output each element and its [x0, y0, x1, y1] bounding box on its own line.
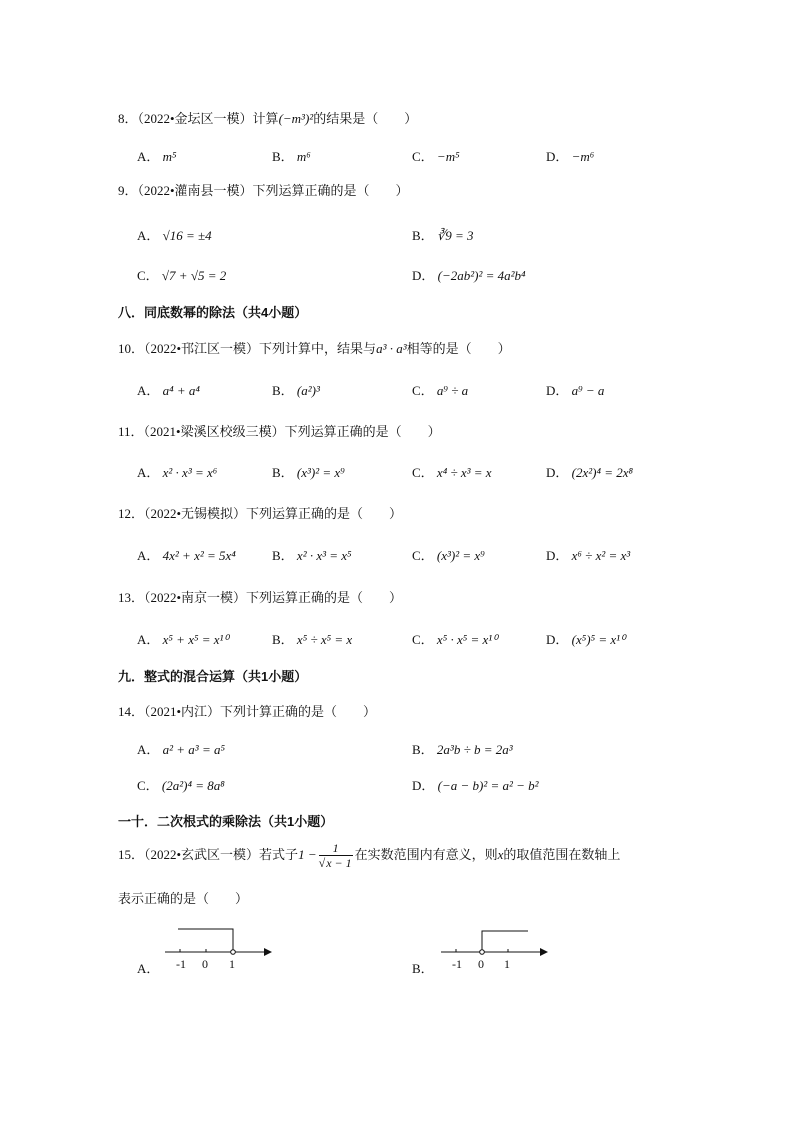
option-value: x⁵ + x⁵ = x¹⁰: [162, 632, 229, 647]
option-label: B．: [272, 465, 294, 480]
q15-var: x: [497, 847, 504, 862]
option-label: B．: [272, 632, 294, 647]
option-value: x² · x³ = x⁶: [162, 465, 218, 480]
q10-stem-pre: 10．（2022•邗江区一模）下列计算中，结果与: [118, 341, 377, 356]
q14-stem: 14．（2021•内江）下列计算正确的是（ ）: [118, 704, 377, 719]
option-value: a² + a³ = a⁵: [162, 742, 225, 757]
q13-option-b[interactable]: [272, 629, 352, 648]
q11-option-c[interactable]: [412, 462, 492, 481]
option-value: a⁹ − a: [571, 383, 605, 398]
q13-option-c[interactable]: [412, 629, 497, 648]
section-heading-8: 八．同底数幂的除法（共4小题）: [118, 305, 308, 320]
option-value: −m⁶: [571, 149, 595, 164]
option-label: B．: [272, 548, 294, 563]
q12-option-d[interactable]: [546, 545, 630, 564]
option-label: B．: [272, 383, 294, 398]
option-value: 4x² + x² = 5x⁴: [162, 548, 236, 563]
option-value: 2a³b ÷ b = 2a³: [436, 742, 513, 757]
q10-option-d[interactable]: [546, 380, 604, 399]
q8-option-b[interactable]: [272, 146, 311, 165]
option-label: D．: [546, 383, 569, 398]
option-value: ∛9 = 3: [436, 228, 474, 243]
option-value: a⁹ ÷ a: [436, 383, 469, 398]
option-label: D．: [546, 632, 569, 647]
q10-option-a[interactable]: [137, 380, 200, 399]
open-point: [480, 950, 485, 955]
option-value: (x³)² = x⁹: [296, 465, 345, 480]
q10-stem-post: 相等的是（ ）: [406, 341, 511, 356]
option-label: C．: [412, 149, 434, 164]
q15-option-a-label[interactable]: A．: [137, 961, 160, 976]
tick-label: -1: [176, 957, 186, 971]
q8-option-a[interactable]: [137, 146, 177, 165]
option-label: A．: [137, 548, 160, 563]
option-value: a⁴ + a⁴: [162, 383, 200, 398]
option-label: C．: [412, 548, 434, 563]
option-value: (x⁵)⁵ = x¹⁰: [571, 632, 626, 647]
q10-option-b[interactable]: [272, 380, 320, 399]
q14-option-b[interactable]: [412, 739, 513, 758]
option-value: x⁵ ÷ x⁵ = x: [296, 632, 353, 647]
q11-stem: 11．（2021•梁溪区校级三模）下列运算正确的是（ ）: [118, 424, 441, 439]
option-label: C．: [137, 268, 159, 283]
q15-stem-post: 的取值范围在数轴上: [503, 847, 621, 862]
option-label: D．: [412, 268, 435, 283]
q9-option-b[interactable]: [412, 225, 473, 244]
option-value: −m⁵: [436, 149, 460, 164]
fraction-numerator: 1: [319, 841, 353, 856]
q14-option-c[interactable]: [137, 775, 225, 794]
q15-stem-pre: 15．（2022•玄武区一模）若式子: [118, 847, 299, 862]
option-value: x⁴ ÷ x³ = x: [436, 465, 492, 480]
section-heading-10: 一十．二次根式的乘除法（共1小题）: [118, 814, 334, 829]
option-label: B．: [412, 742, 434, 757]
option-label: A．: [137, 742, 160, 757]
q15-option-a-number-line[interactable]: [160, 922, 275, 972]
q9-option-a[interactable]: [137, 225, 212, 244]
q9-option-c[interactable]: [137, 265, 226, 284]
option-label: A．: [137, 383, 160, 398]
q8-option-c[interactable]: [412, 146, 460, 165]
q12-stem: 12．（2022•无锡模拟）下列运算正确的是（ ）: [118, 506, 403, 521]
option-label: D．: [546, 149, 569, 164]
option-value: x⁵ · x⁵ = x¹⁰: [436, 632, 498, 647]
option-label: A．: [137, 632, 160, 647]
section-heading-9: 九．整式的混合运算（共1小题）: [118, 669, 308, 684]
option-value: x² · x³ = x⁵: [296, 548, 352, 563]
option-label: B．: [412, 228, 434, 243]
q12-option-a[interactable]: [137, 545, 236, 564]
option-value: √16 = ±4: [162, 228, 212, 243]
q15-option-b-number-line[interactable]: [436, 922, 551, 972]
q10-option-c[interactable]: [412, 380, 468, 399]
tick-label: 0: [478, 957, 484, 971]
option-label: B．: [272, 149, 294, 164]
arrow-head: [264, 948, 272, 956]
option-label: C．: [412, 383, 434, 398]
solution-bracket: [178, 929, 233, 952]
q11-option-b[interactable]: [272, 462, 345, 481]
q15-expr-lead: 1 −: [298, 847, 317, 862]
q8-stem-post: 的结果是（ ）: [313, 111, 418, 126]
option-label: C．: [412, 465, 434, 480]
q15-option-b-label[interactable]: B．: [412, 961, 434, 976]
open-point: [231, 950, 236, 955]
q8-stem-pre: 8．（2022•金坛区一模）计算: [118, 111, 279, 126]
q12-option-b[interactable]: [272, 545, 352, 564]
q13-option-d[interactable]: [546, 629, 625, 648]
q15-stem-mid: 在实数范围内有意义，则: [354, 847, 498, 862]
q10-stem: [118, 338, 511, 357]
option-label: C．: [412, 632, 434, 647]
option-label: A．: [137, 149, 160, 164]
tick-label: 1: [229, 957, 235, 971]
option-label: D．: [546, 548, 569, 563]
q14-option-a[interactable]: [137, 739, 225, 758]
solution-bracket: [482, 931, 528, 952]
option-label: A．: [137, 465, 160, 480]
option-value: m⁶: [296, 149, 311, 164]
option-label: A．: [137, 228, 160, 243]
option-label: C．: [137, 778, 159, 793]
option-value: (2x²)⁴ = 2x⁸: [571, 465, 634, 480]
q15-stem-line2: 表示正确的是（ ）: [118, 891, 249, 906]
option-value: m⁵: [162, 149, 177, 164]
q9-stem: 9．（2022•灌南县一模）下列运算正确的是（ ）: [118, 183, 409, 198]
option-value: x⁶ ÷ x² = x³: [571, 548, 631, 563]
option-value: (x³)² = x⁹: [436, 548, 485, 563]
tick-label: -1: [452, 957, 462, 971]
q13-option-a[interactable]: [137, 629, 229, 648]
option-label: D．: [412, 778, 435, 793]
q14-option-d[interactable]: [412, 775, 539, 794]
option-value: (a²)³: [296, 383, 320, 398]
q15-fraction: [319, 841, 353, 871]
q11-option-d[interactable]: [546, 462, 633, 481]
q8-option-d[interactable]: [546, 146, 594, 165]
option-value: (−a − b)² = a² − b²: [437, 778, 539, 793]
q10-expr: a³ · a³: [376, 341, 407, 356]
q12-option-c[interactable]: [412, 545, 485, 564]
option-value: √7 + √5 = 2: [161, 268, 227, 283]
option-value: (−2ab²)² = 4a²b⁴: [437, 268, 526, 283]
q9-option-d[interactable]: [412, 265, 526, 284]
sqrt-radicand: x − 1: [326, 856, 352, 871]
q8-expr: (−m³)²: [278, 111, 314, 126]
option-label: D．: [546, 465, 569, 480]
q8-stem: [118, 108, 417, 127]
arrow-head: [540, 948, 548, 956]
q13-stem: 13．（2022•南京一模）下列运算正确的是（ ）: [118, 590, 403, 605]
tick-label: 0: [202, 957, 208, 971]
option-value: (2a²)⁴ = 8a⁸: [161, 778, 225, 793]
q15-stem: [118, 838, 620, 872]
q11-option-a[interactable]: [137, 462, 217, 481]
fraction-denominator: √x − 1: [318, 856, 352, 871]
tick-label: 1: [504, 957, 510, 971]
